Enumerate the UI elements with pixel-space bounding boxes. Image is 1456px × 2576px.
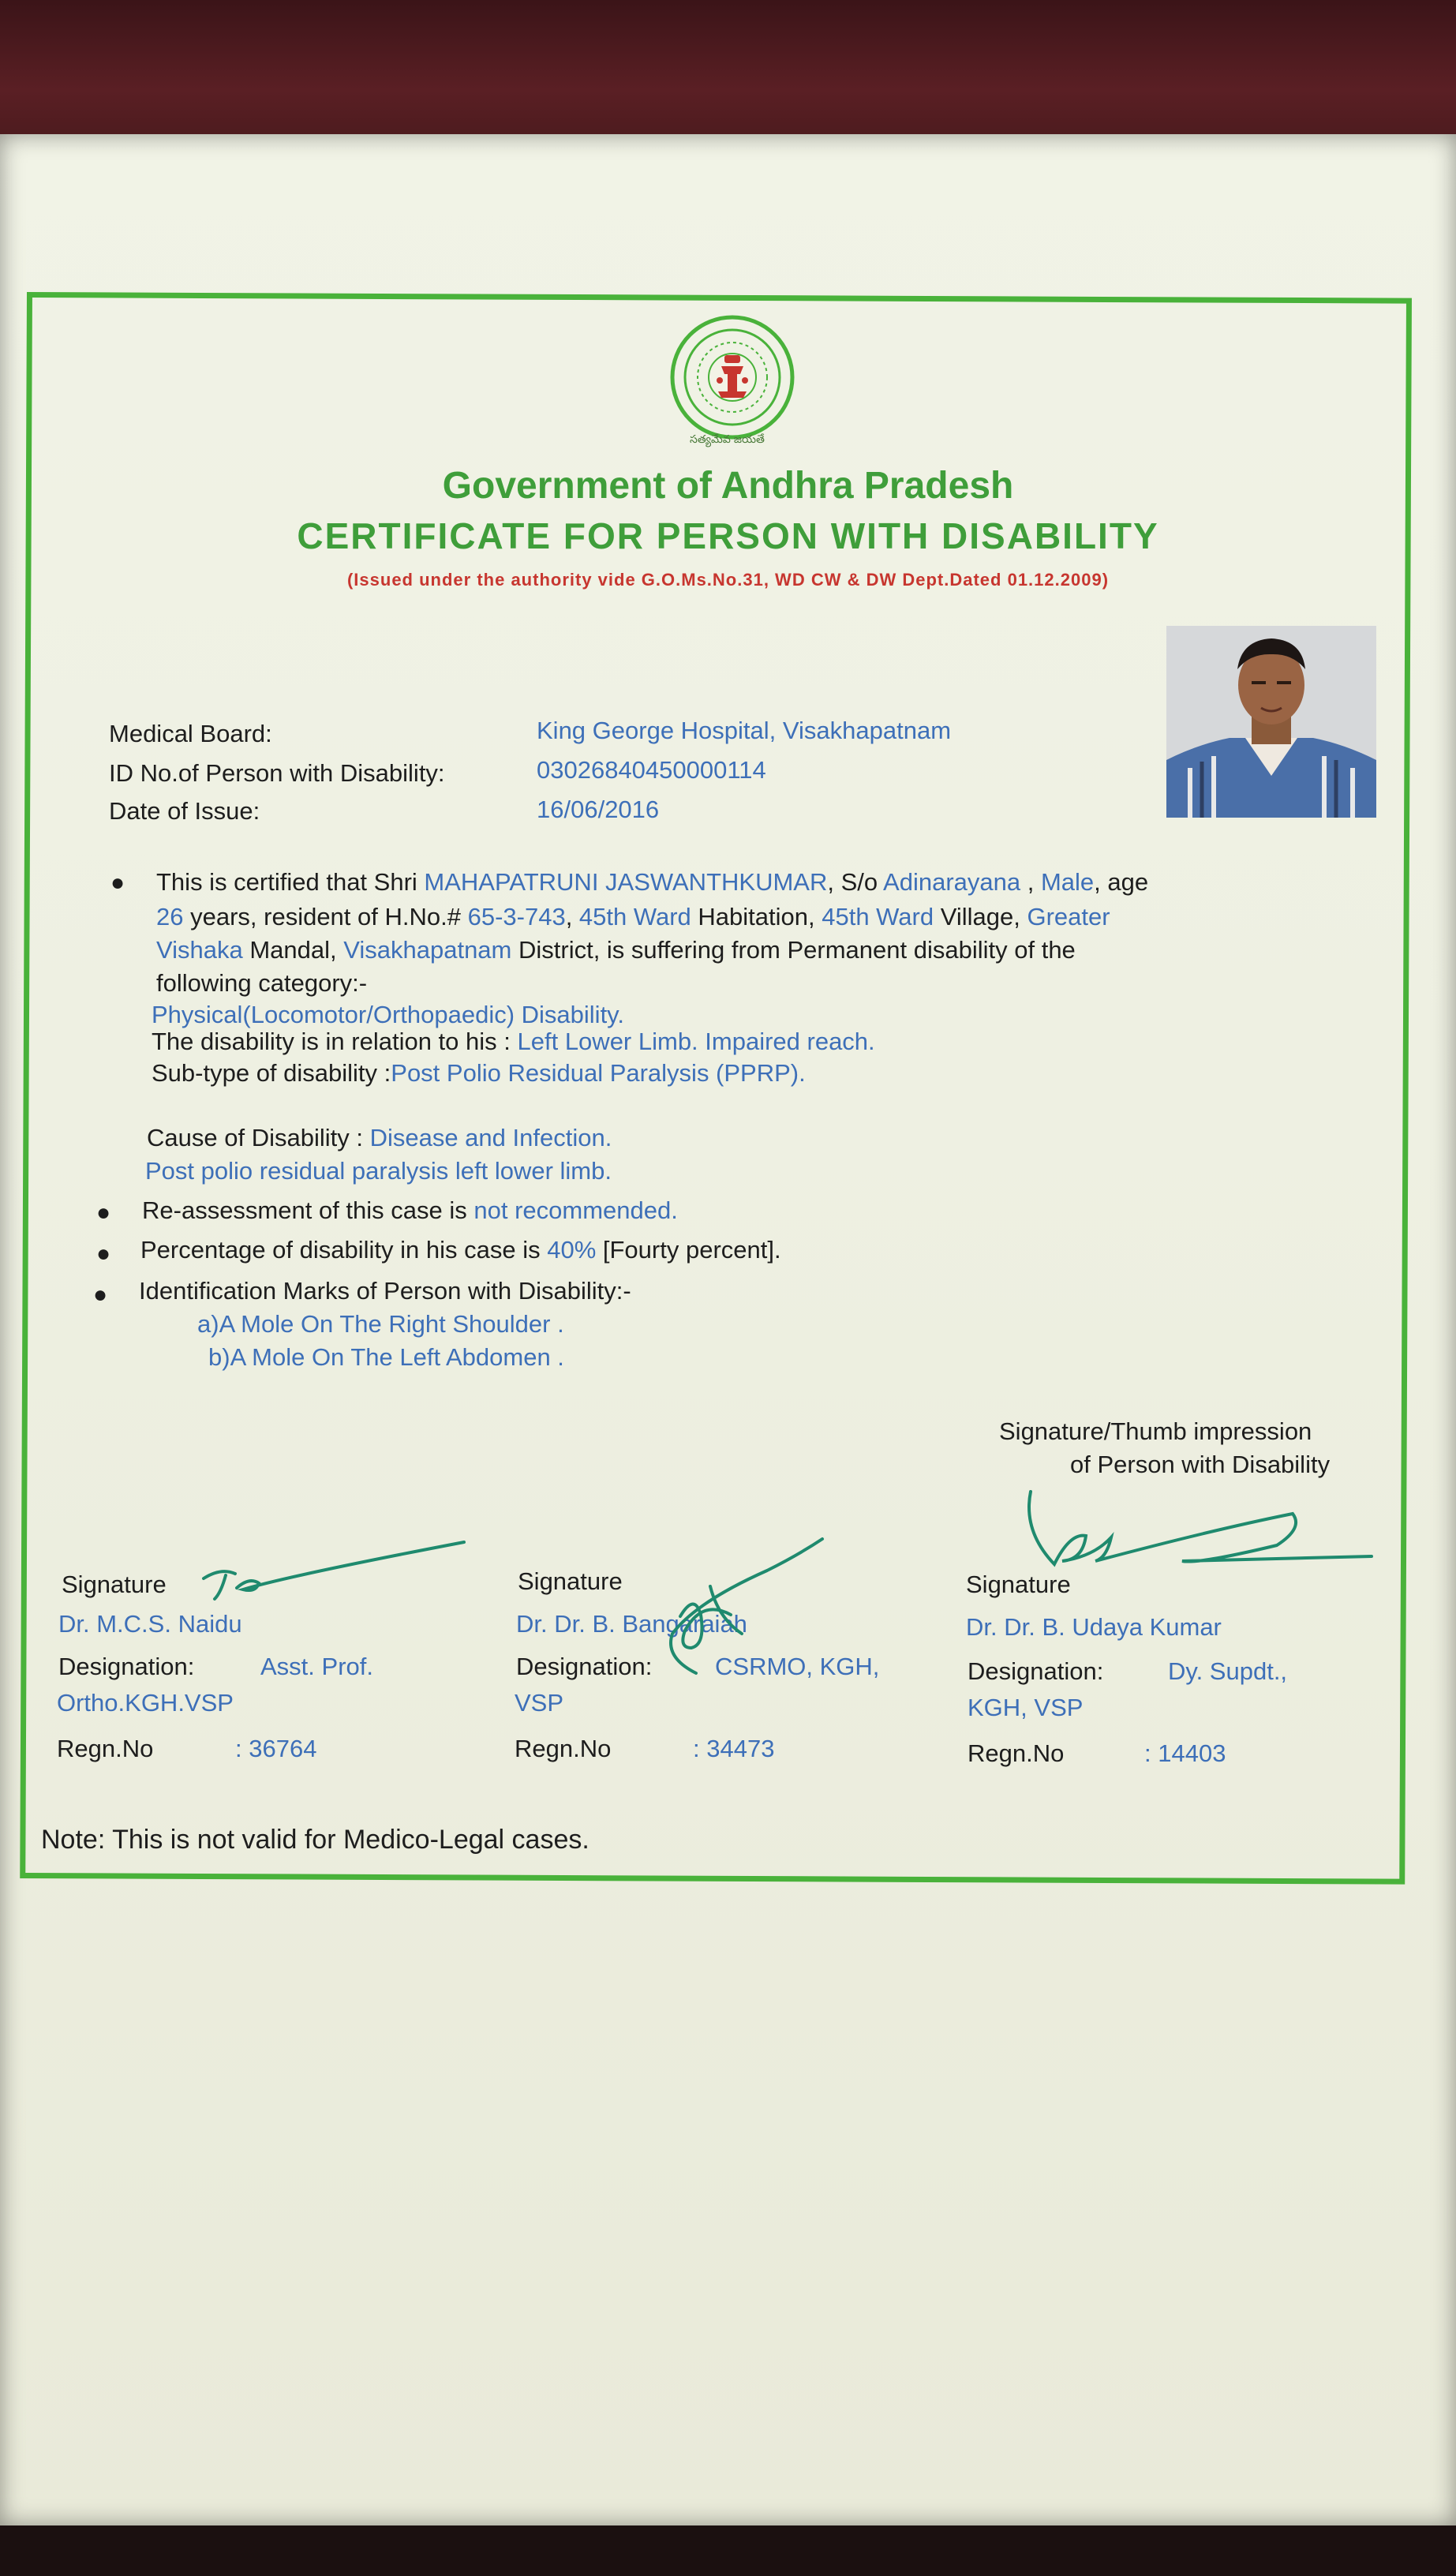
footer-note: Note: This is not valid for Medico-Legal cases. [41,1825,590,1855]
signatory-3-name: Dr. Dr. B. Udaya Kumar [966,1613,1222,1641]
government-title: Government of Andhra Pradesh [442,465,1014,507]
signatory-3-designation-label: Designation: [968,1657,1104,1685]
authority-line: (Issued under the authority vide G.O.Ms.No.31, WD CW & DW Dept.Dated 01.12.2009) [346,570,1110,590]
signatory-1-designation-label: Designation: [58,1653,195,1680]
certification-line-3: Vishaka Mandal, Visakhapatnam District, is suffering from Permanent disability of the [156,936,1076,964]
signatory-3-signature-label: Signature [966,1571,1071,1598]
house-number: 65-3-743 [467,903,566,930]
signatory-3-regn-label: Regn.No [968,1739,1065,1767]
medical-board-value: King George Hospital, Visakhapatnam [537,717,952,744]
medical-board-label: Medical Board: [109,720,272,747]
person-signature-label-2: of Person with Disability [1070,1451,1331,1478]
habitation: 45th Ward [578,903,691,930]
bullet: ● [96,1241,111,1267]
signatory-3-designation-a: Dy. Supdt., [1168,1657,1288,1685]
signatory-1-regn-label: Regn.No [57,1735,154,1762]
gender: Male [1040,868,1095,896]
signatory-1-signature-label: Signature [62,1571,167,1598]
village: 45th Ward [822,903,934,930]
reassessment-value: not recommended. [473,1196,678,1224]
signatory-1-regn-value: : 36764 [235,1735,317,1762]
emblem-motto: సత్యమేవ జయతే [690,432,765,445]
signatory-2-designation-b: VSP [515,1689,564,1717]
certification-line-2: 26 years, resident of H.No.# 65-3-743, 45th Ward Habitation, 45th Ward Village, Greater [156,903,1110,930]
signatory-3-regn-value: : 14403 [1144,1739,1226,1767]
signatory-1-name: Dr. M.C.S. Naidu [58,1610,242,1638]
date-label: Date of Issue: [109,797,260,825]
date-value: 16/06/2016 [537,796,660,823]
person-signature-label-1: Signature/Thumb impression [999,1417,1312,1445]
district: Visakhapatnam [343,936,512,964]
reassessment-line: Re-assessment of this case is not recommended. [142,1196,678,1224]
bullet: ● [96,1200,111,1226]
id-label: ID No.of Person with Disability: [109,759,445,787]
relation-value: Left Lower Limb. Impaired reach. [517,1028,875,1055]
percentage-line: Percentage of disability in his case is 40% [Fourty percent]. [140,1236,781,1264]
cause-line: Cause of Disability : Disease and Infection. [147,1124,612,1151]
signatory-1-designation-a: Asst. Prof. [260,1653,373,1680]
category-line: following category:- [156,969,368,997]
signature-mark-2 [671,1539,822,1673]
id-value: 03026840450000114 [537,756,766,784]
certificate-title: CERTIFICATE FOR PERSON WITH DISABILITY [297,515,1159,556]
age: 26 [156,903,184,930]
bullet: ● [93,1282,108,1308]
bullet: ● [110,870,125,896]
percentage-value: 40% [547,1236,597,1264]
signatory-2-designation-a: CSRMO, KGH, [715,1653,880,1680]
identification-mark-b: b)A Mole On The Left Abdomen . [208,1343,564,1371]
mandal-a: Greater [1027,903,1110,930]
backdrop-bottom [0,2525,1456,2576]
cause-detail: Post polio residual paralysis left lower limb. [145,1157,612,1185]
signatory-1-designation-b: Ortho.KGH.VSP [57,1689,234,1717]
signature-mark-3 [1029,1492,1372,1564]
signatory-2-regn-value: : 34473 [693,1735,775,1762]
identification-marks-label: Identification Marks of Person with Disability:- [139,1277,631,1305]
cause-value: Disease and Infection. [369,1124,612,1151]
category-value: Physical(Locomotor/Orthopaedic) Disability. [152,1001,624,1028]
signatory-2-name: Dr. Dr. B. Bangaraiah [516,1610,747,1638]
identification-mark-a: a)A Mole On The Right Shoulder . [197,1310,564,1338]
signatory-2-regn-label: Regn.No [515,1735,612,1762]
certification-line-1: This is certified that Shri MAHAPATRUNI JASWANTHKUMAR, S/o Adinarayana , Male, age [156,868,1149,896]
mandal-b: Vishaka [156,936,243,964]
signatory-2-designation-label: Designation: [516,1653,653,1680]
person-name: MAHAPATRUNI JASWANTHKUMAR [424,868,828,896]
father-name: Adinarayana [883,868,1021,896]
signatory-2-signature-label: Signature [518,1567,623,1595]
relation-line: The disability is in relation to his : Left Lower Limb. Impaired reach. [152,1028,875,1055]
subtype-value: Post Polio Residual Paralysis (PPRP). [391,1059,806,1087]
signatory-3-designation-b: KGH, VSP [968,1694,1084,1721]
signature-mark-1 [204,1542,464,1599]
subtype-line: Sub-type of disability :Post Polio Residual Paralysis (PPRP). [152,1059,806,1087]
